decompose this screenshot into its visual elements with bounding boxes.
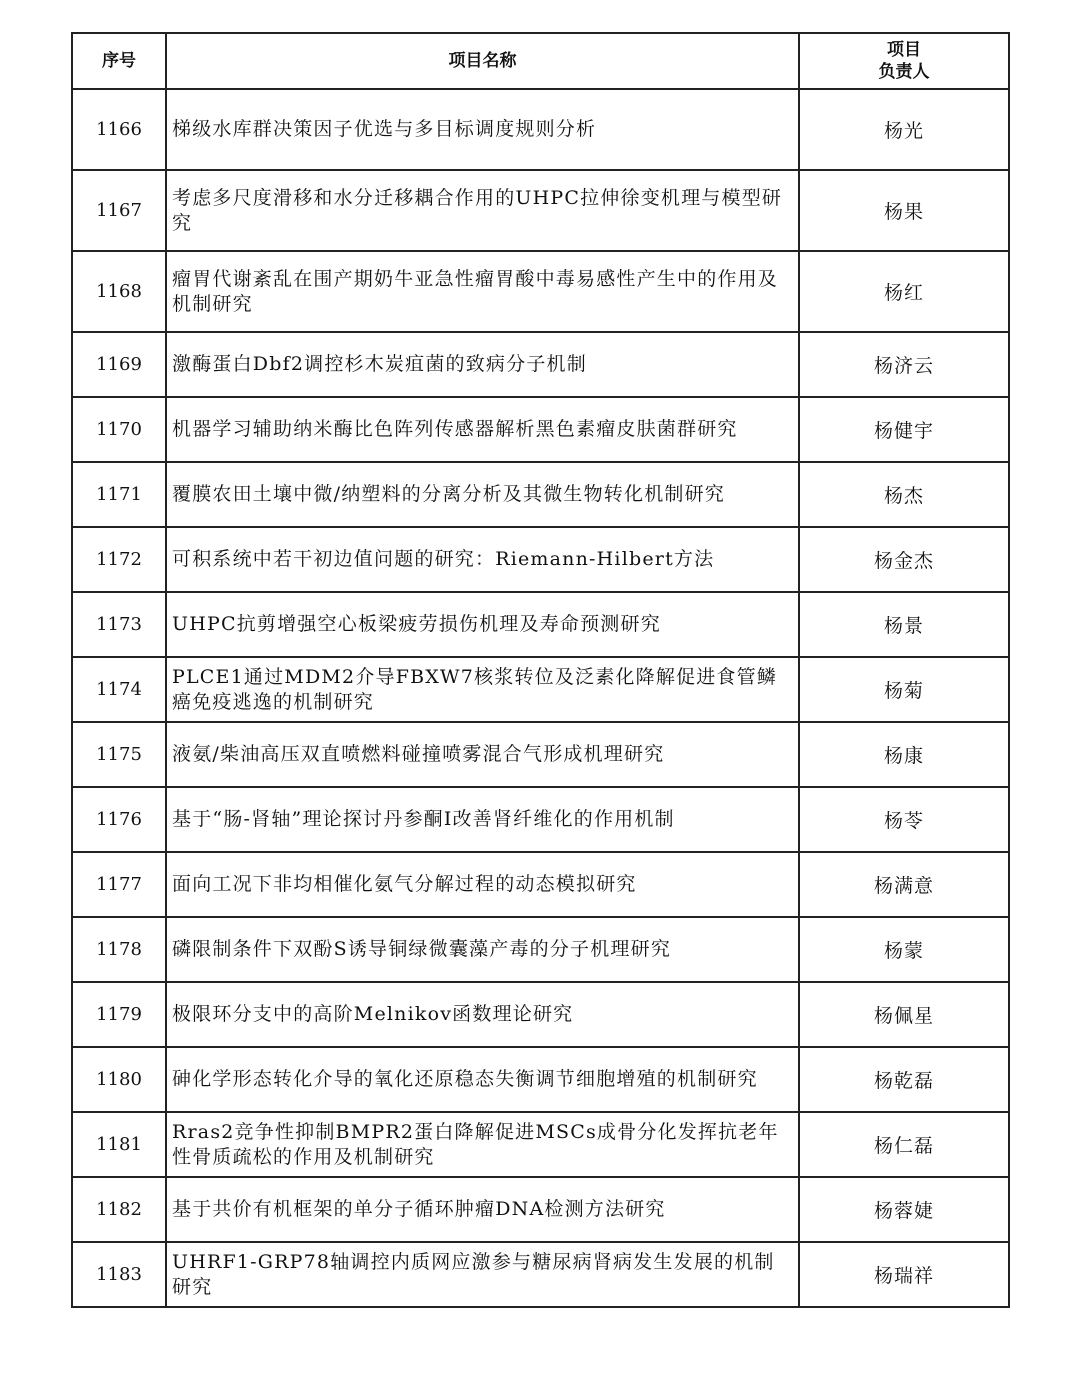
project-name-cell: UHPC抗剪增强空心板梁疲劳损伤机理及寿命预测研究 (166, 592, 799, 657)
table-row (72, 787, 1009, 852)
table-row (72, 462, 1009, 527)
project-name-cell: 覆膜农田土壤中微/纳塑料的分离分析及其微生物转化机制研究 (166, 462, 799, 527)
project-name-cell: 考虑多尺度滑移和水分迁移耦合作用的UHPC拉伸徐变机理与模型研究 (166, 170, 799, 251)
serial-number-cell: 1174 (72, 657, 166, 722)
table-row (72, 1112, 1009, 1177)
serial-number-cell: 1179 (72, 982, 166, 1047)
project-leader-cell: 杨仁磊 (799, 1112, 1009, 1177)
project-name-cell: Rras2竞争性抑制BMPR2蛋白降解促进MSCs成骨分化发挥抗老年性骨质疏松的作用及机制研究 (166, 1112, 799, 1177)
serial-number-cell: 1173 (72, 592, 166, 657)
project-leader-cell: 杨佩星 (799, 982, 1009, 1047)
project-name-cell: 砷化学形态转化介导的氧化还原稳态失衡调节细胞增殖的机制研究 (166, 1047, 799, 1112)
project-name-cell: 梯级水库群决策因子优选与多目标调度规则分析 (166, 89, 799, 170)
serial-number-cell: 1167 (72, 170, 166, 251)
project-leader-cell: 杨菊 (799, 657, 1009, 722)
project-name-cell: 基于共价有机框架的单分子循环肿瘤DNA检测方法研究 (166, 1177, 799, 1242)
serial-number-cell: 1172 (72, 527, 166, 592)
serial-number-cell: 1181 (72, 1112, 166, 1177)
serial-number-cell: 1170 (72, 397, 166, 462)
project-leader-cell: 杨康 (799, 722, 1009, 787)
header-project-leader-line1: 项目 (887, 40, 921, 60)
project-name-cell: 可积系统中若干初边值问题的研究：Riemann-Hilbert方法 (166, 527, 799, 592)
table-row (72, 397, 1009, 462)
project-leader-cell: 杨瑞祥 (799, 1242, 1009, 1307)
project-leader-cell: 杨蒙 (799, 917, 1009, 982)
project-name-cell: 液氨/柴油高压双直喷燃料碰撞喷雾混合气形成机理研究 (166, 722, 799, 787)
header-serial-number: 序号 (72, 33, 166, 89)
serial-number-cell: 1176 (72, 787, 166, 852)
table-row (72, 527, 1009, 592)
table-row (72, 1242, 1009, 1307)
serial-number-cell: 1178 (72, 917, 166, 982)
project-name-cell: 激酶蛋白Dbf2调控杉木炭疽菌的致病分子机制 (166, 332, 799, 397)
table-row (72, 251, 1009, 332)
table-row (72, 917, 1009, 982)
table-body (72, 89, 1009, 1307)
serial-number-cell: 1169 (72, 332, 166, 397)
project-leader-cell: 杨苓 (799, 787, 1009, 852)
serial-number-cell: 1177 (72, 852, 166, 917)
project-leader-cell: 杨景 (799, 592, 1009, 657)
header-project-leader-line2: 负责人 (878, 62, 930, 82)
table-row (72, 722, 1009, 787)
table-row (72, 852, 1009, 917)
serial-number-cell: 1183 (72, 1242, 166, 1307)
table-row (72, 170, 1009, 251)
project-leader-cell: 杨蓉婕 (799, 1177, 1009, 1242)
serial-number-cell: 1166 (72, 89, 166, 170)
project-leader-cell: 杨济云 (799, 332, 1009, 397)
project-name-cell: 瘤胃代谢紊乱在围产期奶牛亚急性瘤胃酸中毒易感性产生中的作用及机制研究 (166, 251, 799, 332)
project-name-cell: UHRF1-GRP78轴调控内质网应激参与糖尿病肾病发生发展的机制研究 (166, 1242, 799, 1307)
header-project-leader (799, 33, 1009, 89)
header-project-name: 项目名称 (166, 33, 799, 89)
table-row (72, 1047, 1009, 1112)
serial-number-cell: 1168 (72, 251, 166, 332)
table-row (72, 592, 1009, 657)
table-row (72, 1177, 1009, 1242)
project-name-cell: 面向工况下非均相催化氨气分解过程的动态模拟研究 (166, 852, 799, 917)
table-row (72, 982, 1009, 1047)
table-row (72, 332, 1009, 397)
project-leader-cell: 杨杰 (799, 462, 1009, 527)
project-name-cell: 磷限制条件下双酚S诱导铜绿微囊藻产毒的分子机理研究 (166, 917, 799, 982)
serial-number-cell: 1182 (72, 1177, 166, 1242)
project-list-table-container (71, 32, 1008, 1308)
project-name-cell: 机器学习辅助纳米酶比色阵列传感器解析黑色素瘤皮肤菌群研究 (166, 397, 799, 462)
header-row (72, 33, 1009, 89)
project-name-cell: PLCE1通过MDM2介导FBXW7核浆转位及泛素化降解促进食管鳞癌免疫逃逸的机制研究 (166, 657, 799, 722)
table-row (72, 657, 1009, 722)
project-leader-cell: 杨光 (799, 89, 1009, 170)
serial-number-cell: 1180 (72, 1047, 166, 1112)
project-name-cell: 极限环分支中的高阶Melnikov函数理论研究 (166, 982, 799, 1047)
project-leader-cell: 杨乾磊 (799, 1047, 1009, 1112)
project-leader-cell: 杨金杰 (799, 527, 1009, 592)
project-leader-cell: 杨红 (799, 251, 1009, 332)
project-name-cell: 基于“肠-肾轴”理论探讨丹参酮I改善肾纤维化的作用机制 (166, 787, 799, 852)
table-row (72, 89, 1009, 170)
project-leader-cell: 杨满意 (799, 852, 1009, 917)
project-leader-cell: 杨健宇 (799, 397, 1009, 462)
project-leader-cell: 杨果 (799, 170, 1009, 251)
serial-number-cell: 1171 (72, 462, 166, 527)
table-header (72, 33, 1009, 89)
project-list-table (71, 32, 1010, 1308)
serial-number-cell: 1175 (72, 722, 166, 787)
